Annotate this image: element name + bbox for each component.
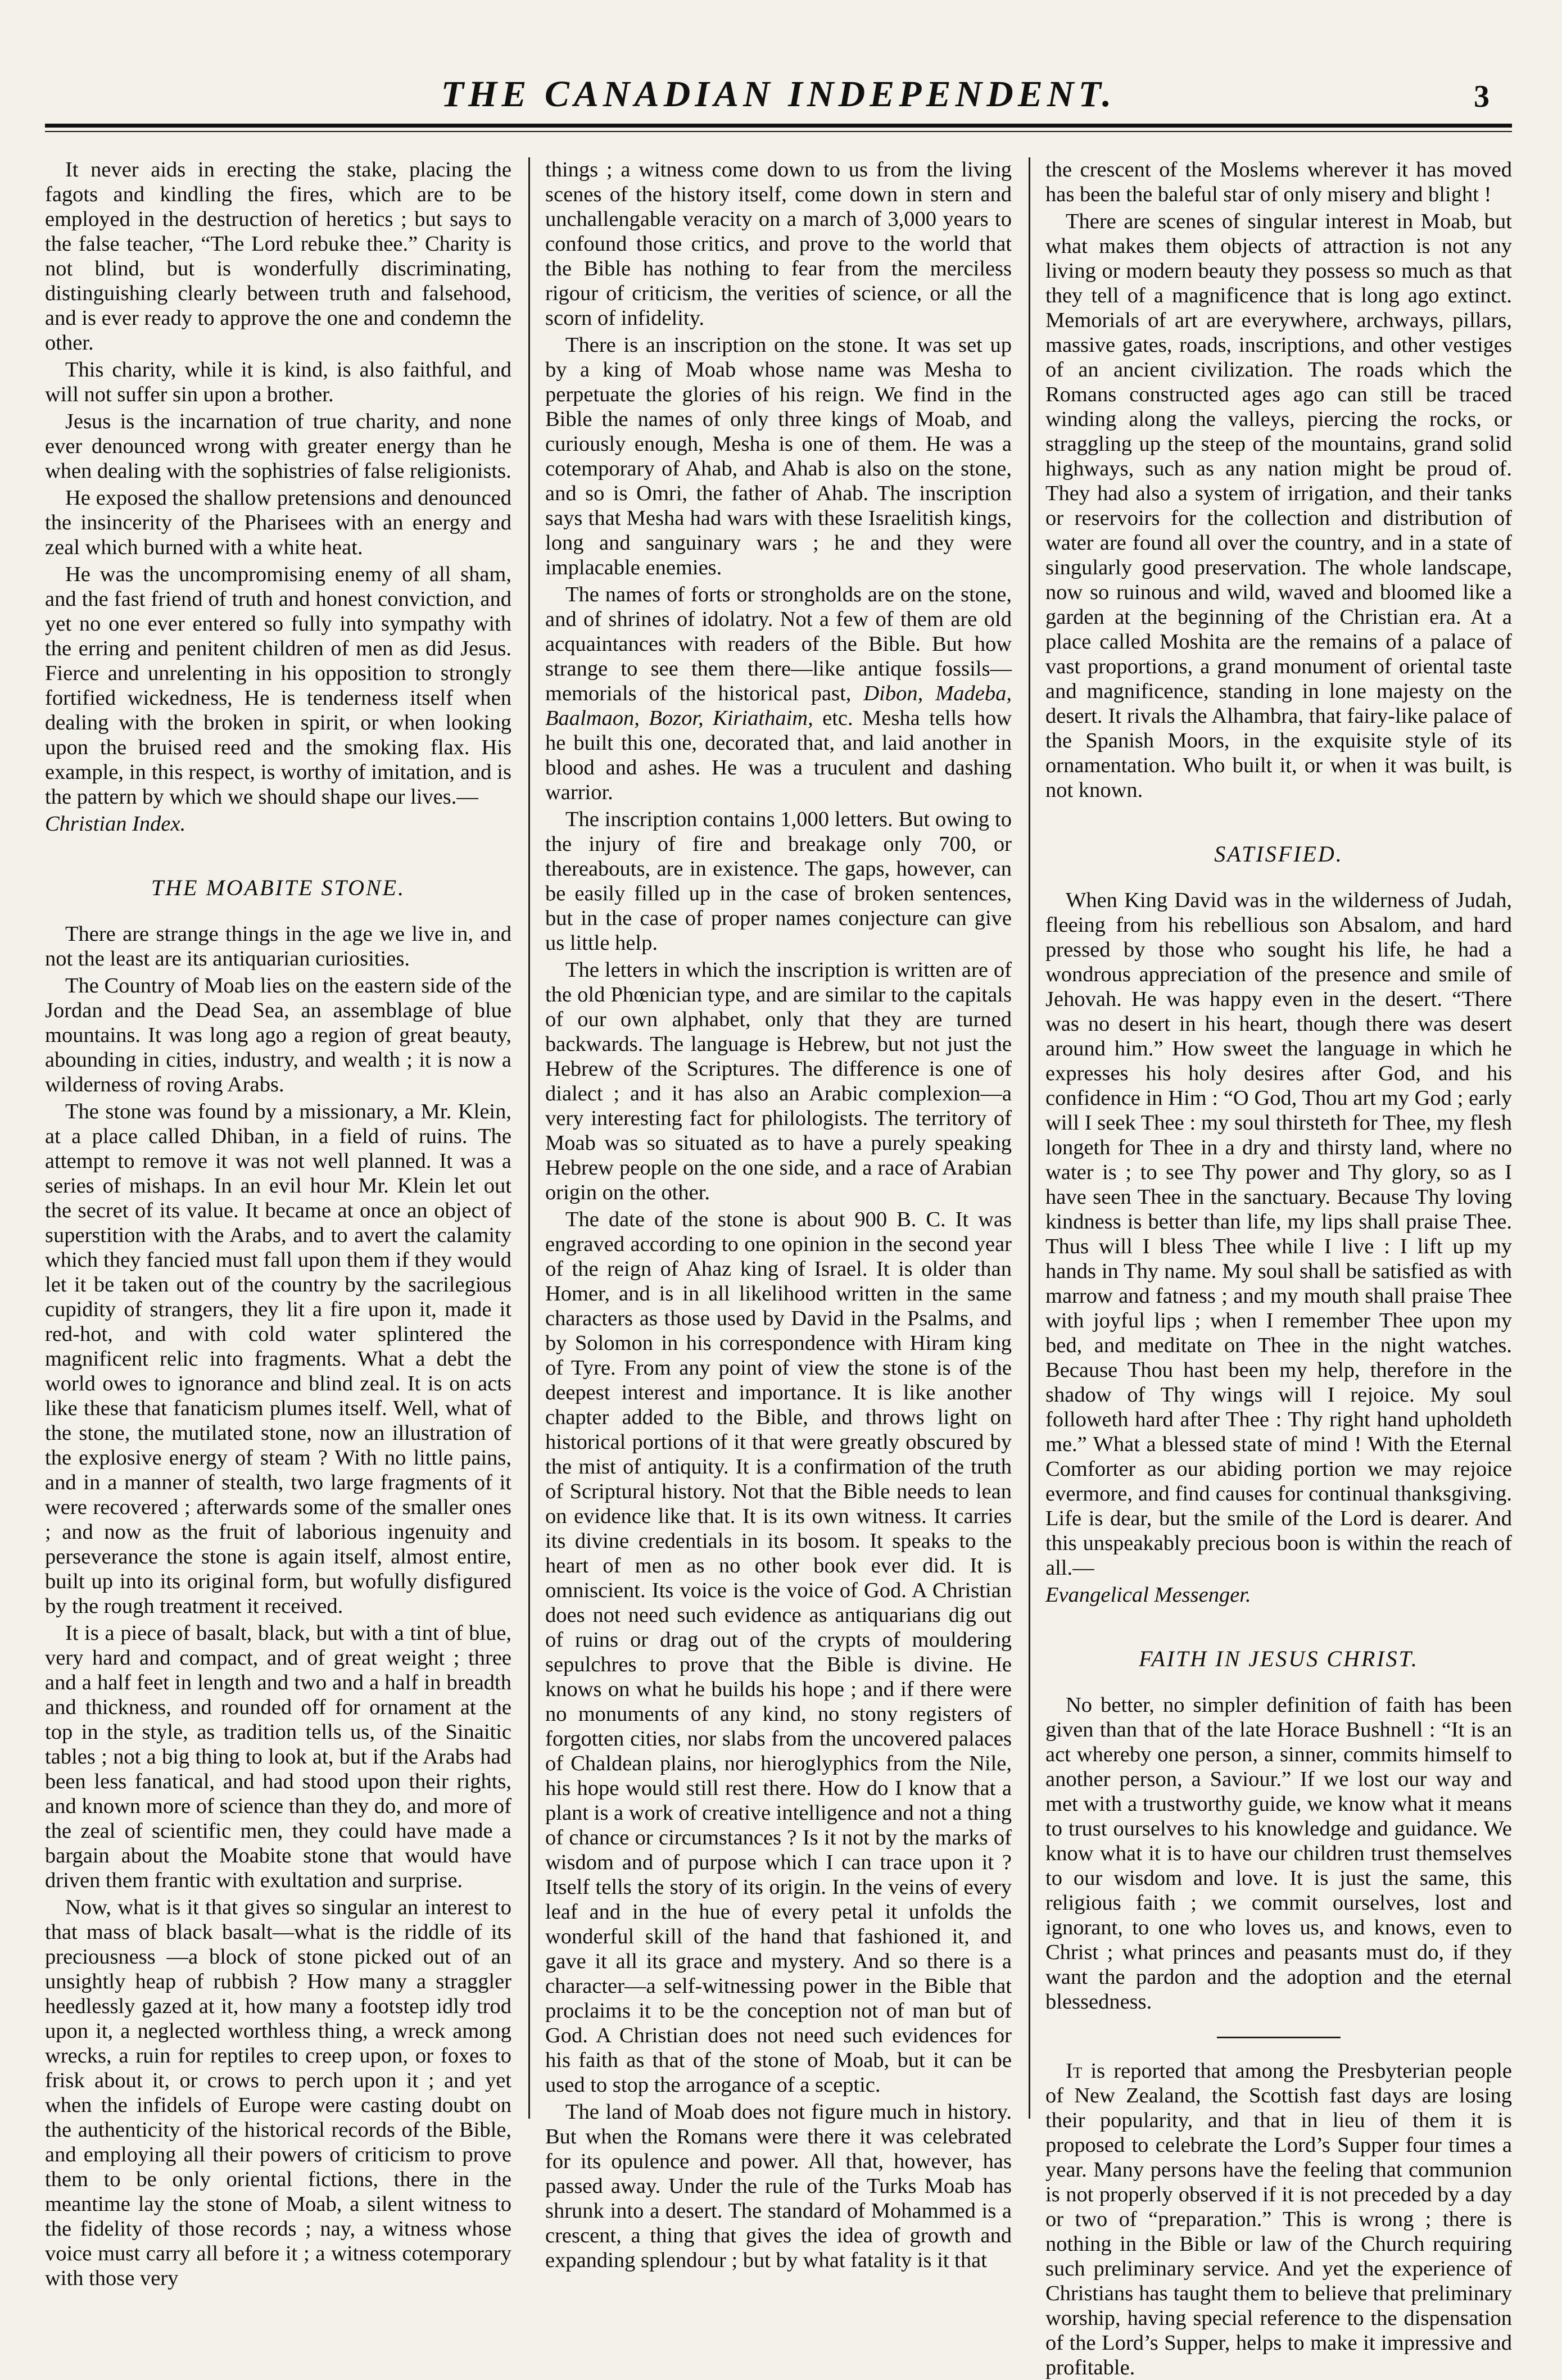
paragraph: The Country of Moab lies on the eastern side of the Jordan and the Dead Sea, an assemblage of blue mountains. It was long ago a region of great beauty, abounding in cities, industry, and wealth ; it is now a wilderness of roving Arabs. bbox=[45, 974, 511, 1096]
article-title-faith: FAITH IN JESUS CHRIST. bbox=[1139, 1646, 1419, 1671]
paragraph-text: The names of forts or strongholds are on the stone, and of shrines of idolatry. Not a few of them are old acquaintances with readers of the Bible. But how strange to see them there—like antique fossils—memorials of the historical past, bbox=[545, 583, 1012, 705]
article-title-moabite-stone: THE MOABITE STONE. bbox=[151, 875, 406, 900]
masthead-rule-thick bbox=[45, 124, 1512, 128]
masthead bbox=[45, 22, 1512, 135]
paragraph: He was the uncompromising enemy of all sham, and the fast friend of truth and honest conviction, and yet no one ever entered so fully into sympathy with the erring and penitent children of men as did Jesus. Fierce and unrelenting in his opposition to strongly fortified wickedness, He is tenderness itself when dealing with the broken in spirit, or when looking upon the bruised reed and the smoking flax. His example, in this respect, is worthy of imitation, and is the pattern by which we should shape our lives.— bbox=[45, 563, 511, 809]
paragraph: This charity, while it is kind, is also faithful, and will not suffer sin upon a brother. bbox=[45, 358, 511, 406]
article-title-satisfied: SATISFIED. bbox=[1214, 841, 1343, 867]
paragraph bbox=[1045, 2059, 1512, 2380]
paragraph: Now, what is it that gives so singular an interest to that mass of black basalt—what is the riddle of its preciousness —a block of stone picked out of an unsightly heap of rubbish ? How many a straggler heedlessly gazed at it, how many a footstep idly trod upon it, a neglected worthless thing, a wreck among wrecks, a ruin for reptiles to creep upon, or foxes to frisk about it, or crows to perch upon it ; and yet when the infidels of Europe were casting doubt on the authenticity of the historical records of the Bible, and employing all their powers of criticism to prove them to be only oriental fictions, there in the meantime lay the stone of Moab, a silent witness to the fidelity of those records ; nay, a witness whose voice must carry all before it ; a witness cotemporary with those very bbox=[45, 1896, 511, 2290]
paragraph: The date of the stone is about 900 B. C. It was engraved according to one opinion in the second year of the reign of Ahaz king of Israel. It is older than Homer, and is in all likelihood written in the same characters as those used by David in the Psalms, and by Solomon in his correspondence with Hiram king of Tyre. From any point of view the stone is of the deepest interest and importance. It is like another chapter added to the Bible, and throws light on historical portions of it that were greatly obscured by the mist of antiquity. It is a confirmation of the truth of Scriptural history. Not that the Bible needs to lean on evidence like that. It is its own witness. It carries its divine credentials in its bosom. It speaks to the heart of men as no other book ever did. It is omniscient. Its voice is the voice of God. A Christian does not need such evidence as antiquarians dig out of ruins or drag out of the crypts of mouldering sepulchres to prove that the Bible is divine. He knows on what he builds his hope ; and if there were no monuments of any kind, no stony registers of forgotten cities, nor slabs from the uncovered palaces of Chaldean plains, nor hieroglyphics from the Nile, his hope would still rest there. How do I know that a plant is a work of creative intelligence and not a thing of chance or circumstances ? Is it not by the marks of wisdom and of purpose which I can trace upon it ? Itself tells the story of its origin. In the veins of every leaf and in the hue of every petal it unfolds the wonderful skill of the hand that fashioned it, and gave it all its grace and mystery. And so there is a character—a self-witnessing power in the Bible that proclaims it to be the conception not of man but of God. A Christian does not need such evidences for his faith as that of the stone of Moab, but it can be used to stop the arrogance of a sceptic. bbox=[545, 1208, 1012, 2097]
paragraph-text: etc. Mesha tells how he built this one, decorated that, and laid another in blood and ashes. He was a truculent and dashing warrior. bbox=[545, 706, 1012, 804]
paragraph: There are strange things in the age we live in, and not the least are its antiquarian curiosities. bbox=[45, 922, 511, 971]
paragraph: There is an inscription on the stone. It was set up by a king of Moab whose name was Mesha to perpetuate the glories of his reign. We find in the Bible the names of only three kings of Moab, and curiously enough, Mesha is one of them. He was a cotemporary of Ahab, and Ahab is also on the stone, and so is Omri, the father of Ahab. The inscription says that Mesha had wars with these Israelitish kings, long and sanguinary wars ; he and they were implacable enemies. bbox=[545, 333, 1012, 579]
column-rule-2 bbox=[1029, 157, 1030, 2119]
newspaper-page bbox=[45, 22, 1512, 2379]
attribution: Christian Index. bbox=[45, 812, 186, 836]
paragraph: When King David was in the wilderness of Judah, fleeing from his rebellious son Absalom, and hard pressed by those who sought his life, he had a wondrous appreciation of the presence and smile of Jehovah. He was happy even in the desert. “There was no desert in his heart, though there was desert around him.” How sweet the language in which he expresses his holy desires after God, and his confidence in Him : “O God, Thou art my God ; early will I seek Thee : my soul thirsteth for Thee, my flesh longeth for Thee in a dry and thirsty land, where no water is ; to see Thy power and Thy glory, so as I have seen Thee in the sanctuary. Because Thy loving kindness is better than life, my lips shall praise Thee. Thus will I bless Thee while I live : I lift up my hands in Thy name. My soul shall be satisfied as with marrow and fatness ; and my mouth shall praise Thee with joyful lips ; when I remember Thee upon my bed, and meditate on Thee in the night watches. Because Thou hast been my help, therefore in the shadow of Thy wings will I rejoice. My soul followeth hard after Thee : Thy right hand upholdeth me.” What a blessed state of mind ! With the Eternal Comforter as our abiding portion we may rejoice evermore, and find causes for continual thanksgiving. Life is dear, but the smile of the Lord is dearer. And this unspeakably precious boon is within the reach of all.— bbox=[1045, 888, 1512, 1580]
paragraph: The letters in which the inscription is written are of the old Phœnician type, and are similar to the capitals of our own alphabet, only that they are turned backwards. The language is Hebrew, but not just the Hebrew of the Scriptures. The difference is one of dialect ; and it has also an Arabic complexion—a very interesting fact for philologists. The territory of Moab was so situated as to have a purely speaking Hebrew people on the one side, and a race of Arabian origin on the other. bbox=[545, 958, 1012, 1204]
column-2 bbox=[545, 157, 1012, 2272]
paragraph: the crescent of the Moslems wherever it has moved has been the baleful star of only misery and blight ! bbox=[1045, 158, 1512, 206]
paragraph-text: is reported that among the Presbyterian people of New Zealand, the Scottish fast days are losing their popularity, and that in lieu of them it is proposed to celebrate the Lord’s Supper four times a year. Many persons have the feeling that communion is not properly observed if it is not preceded by a day or two of “preparation.” This is wrong ; there is nothing in the Bible or law of the Church requiring such preliminary service. And yet the experience of Christians has taught them to believe that preliminary worship, having special reference to the dispensation of the Lord’s Supper, helps to make it impressive and profitable. bbox=[1045, 2059, 1512, 2379]
paragraph: It is a piece of basalt, black, but with a tint of blue, very hard and compact, and of great weight ; three and a half feet in length and two and a half in breadth and thickness, and rounded off for ornament at the top in the style, as tradition tells us, of the Sinaitic tables ; not a big thing to look at, but if the Arabs had been less fanatical, and had stood upon their rights, and known more of science than they do, and more of the zeal of scientific men, they could have made a bargain about the Moabite stone that would have driven them frantic with exultation and surprise. bbox=[45, 1621, 511, 1892]
masthead-rule-thin bbox=[45, 131, 1512, 132]
paragraph: No better, no simpler definition of faith has been given than that of the late Horace Bushnell : “It is an act whereby one person, a sinner, commits himself to another person, a Saviour.” If we lost our way and met with a trustworthy guide, we know what it means to trust ourselves to his knowledge and guidance. We know what it is to have our children trust themselves to our wisdom and love. It is just the same, this religious faith ; we commit ourselves, lost and ignorant, to one who loves us, and knows, even to Christ ; what princes and peasants must do, if they want the pardon and the adoption and the eternal blessedness. bbox=[1045, 1693, 1512, 2014]
paragraph: It never aids in erecting the stake, placing the fagots and kindling the fires, which are to be employed in the destruction of heretics ; but says to the false teacher, “The Lord rebuke thee.” Charity is not blind, but is wonderfully discriminating, distinguishing clearly between truth and falsehood, and is ever ready to approve the one and condemn the other. bbox=[45, 158, 511, 355]
paragraph: He exposed the shallow pretensions and denounced the insincerity of the Pharisees with an energy and zeal which burned with a white heat. bbox=[45, 486, 511, 559]
page-number: 3 bbox=[1474, 79, 1489, 114]
paragraph: The inscription contains 1,000 letters. But owing to the injury of fire and breakage only 700, or thereabouts, are in existence. The gaps, however, can be easily filled up in the case of broken sentences, but in the case of proper names conjecture can give us little help. bbox=[545, 808, 1012, 955]
article-divider bbox=[1217, 2037, 1341, 2038]
columns bbox=[45, 157, 1512, 2379]
column-3 bbox=[1045, 157, 1512, 2379]
paragraph: There are scenes of singular interest in Moab, but what makes them objects of attraction is not any living or modern beauty they possess so much as that they tell of a magnificence that is long ago extinct. Memorials of art are everywhere, archways, pillars, massive gates, roads, inscriptions, and other vestiges of an ancient civilization. The roads which the Romans constructed ages ago can still be traced winding along the valleys, piercing the rocks, or straggling up the steep of the mountains, grand solid highways, such as any nation might be proud of. They had also a system of irrigation, and their tanks or reservoirs for the collection and distribution of water are found all over the country, and in a state of singularly good preservation. The whole landscape, now so ruinous and wild, waved and bloomed like a garden at the beginning of the Christian era. At a place called Moshita are the remains of a palace of vast proportions, a grand monument of oriental taste and magnificence, standing in lone majesty on the desert. It rivals the Alhambra, that fairy-like palace of the Spanish Moors, in the exquisite style of its ornamentation. Who built it, or when it was built, is not known. bbox=[1045, 210, 1512, 802]
paragraph: things ; a witness come down to us from the living scenes of the history itself, come down in stern and unchallengable veracity on a march of 3,000 years to confound those critics, and prove to the world that the Bible has nothing to fear from the merciless rigour of criticism, the verities of science, or all the scorn of infidelity. bbox=[545, 158, 1012, 330]
paragraph: The stone was found by a missionary, a Mr. Klein, at a place called Dhiban, in a field of ruins. The attempt to remove it was not well planned. It was a series of mishaps. In an evil hour Mr. Klein let out the secret of its value. It became at once an object of superstition with the Arabs, and to avert the calamity which they fancied must fall upon them if they would let it be taken out of the country by the sacrilegious cupidity of strangers, they lit a fire upon it, made it red-hot, and with cold water splintered the magnificent relic into fragments. What a debt the world owes to ignorance and blind zeal. It is on acts like these that fanaticism plumes itself. Well, what of the stone, the mutilated stone, now an illustration of the explosive energy of steam ? With no little pains, and in a manner of stealth, two large fragments of it were recovered ; afterwards some of the smaller ones ; and now as the fruit of laborious ingenuity and perseverance the stone is again itself, almost entire, built up into its original form, but wofully disfigured by the rough treatment it received. bbox=[45, 1100, 511, 1618]
column-1 bbox=[45, 157, 511, 2290]
place-names: Dibon, Madeba, Baalmaon, Bozor, Kiriathaim, bbox=[545, 682, 1012, 730]
paragraph: Jesus is the incarnation of true charity, and none ever denounced wrong with greater energy than he when dealing with the sophistries of false religionists. bbox=[45, 410, 511, 483]
paragraph-places bbox=[545, 582, 1012, 805]
paragraph: The land of Moab does not figure much in history. But when the Romans were there it was celebrated for its opulence and power. All that, however, has passed away. Under the rule of the Turks Moab has shrunk into a desert. The standard of Mohammed is a crescent, a thing that gives the idea of growth and expanding splendour ; but by what fatality is it that bbox=[545, 2100, 1012, 2272]
lead-word: It bbox=[1066, 2059, 1083, 2083]
column-rule-1 bbox=[528, 157, 530, 2119]
attribution: Evangelical Messenger. bbox=[1045, 1583, 1251, 1607]
newspaper-title: THE CANADIAN INDEPENDENT. bbox=[441, 74, 1116, 115]
